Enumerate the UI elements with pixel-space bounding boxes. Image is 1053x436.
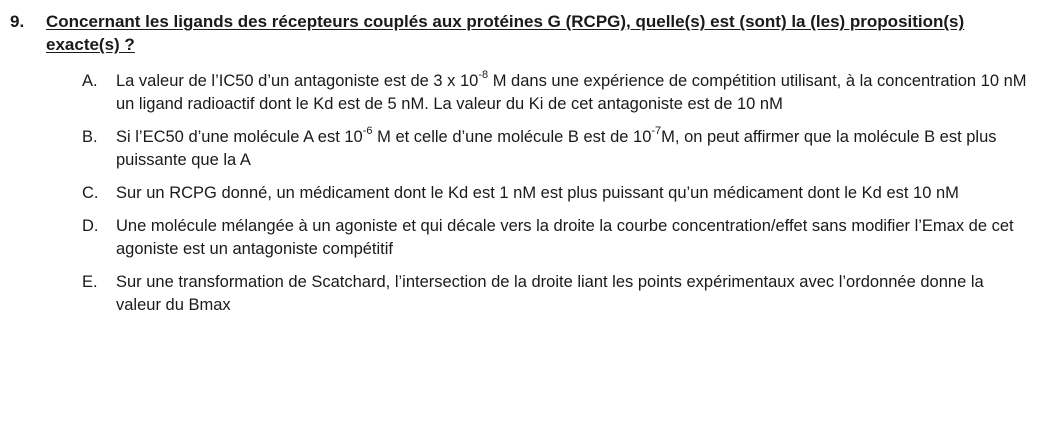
option-text: Sur une transformation de Scatchard, l’intersection de la droite liant les points expérimentaux avec l’ordonnée donne la valeur du Bmax <box>116 273 984 314</box>
exponent: -6 <box>362 124 373 137</box>
option-letter: A. <box>82 72 98 90</box>
option-a <box>82 70 1040 116</box>
question-header <box>10 10 1040 56</box>
option-text: Une molécule mélangée à un agoniste et qui décale vers la droite la courbe concentration/effet sans modifier l’Emax de cet agoniste est un antagoniste compétitif <box>116 217 1014 258</box>
option-text <box>116 126 1031 172</box>
option-text-part: M dans une expérience de compétition utilisant, à la concentration 10 nM un ligand radioactif dont le Kd est de 5 nM. La valeur du Ki de cet antagoniste est de 10 nM <box>116 72 1027 113</box>
question-block <box>10 10 1040 327</box>
option-text-part: M et celle d’une molécule B est de 10 <box>377 128 652 146</box>
option-text: Sur un RCPG donné, un médicament dont le Kd est 1 nM est plus puissant qu’un médicament dont le Kd est 10 nM <box>116 184 959 202</box>
option-text-part: La valeur de l’IC50 d’un antagoniste est de 3 x 10 <box>116 72 479 90</box>
option-letter: B. <box>82 128 98 146</box>
option-letter: D. <box>82 217 99 235</box>
option-text-part: Si l’EC50 d’une molécule A est 10 <box>116 128 363 146</box>
exponent: -8 <box>478 68 489 81</box>
option-text-part: M, on peut affirmer que la molécule B est plus puissante que la A <box>116 128 997 169</box>
option-d <box>82 215 1040 261</box>
option-letter: C. <box>82 184 99 202</box>
question-number: 9. <box>10 12 25 31</box>
option-letter: E. <box>82 273 98 291</box>
option-e <box>82 271 1040 317</box>
option-text <box>116 70 1031 116</box>
exponent: -7 <box>651 124 662 137</box>
options-list <box>10 70 1040 317</box>
question-title: Concernant les ligands des récepteurs couplés aux protéines G (RCPG), quelle(s) est (sont) la (les) proposition(s) exacte(s) ? <box>46 12 965 54</box>
option-b <box>82 126 1040 172</box>
option-c <box>82 182 1040 205</box>
